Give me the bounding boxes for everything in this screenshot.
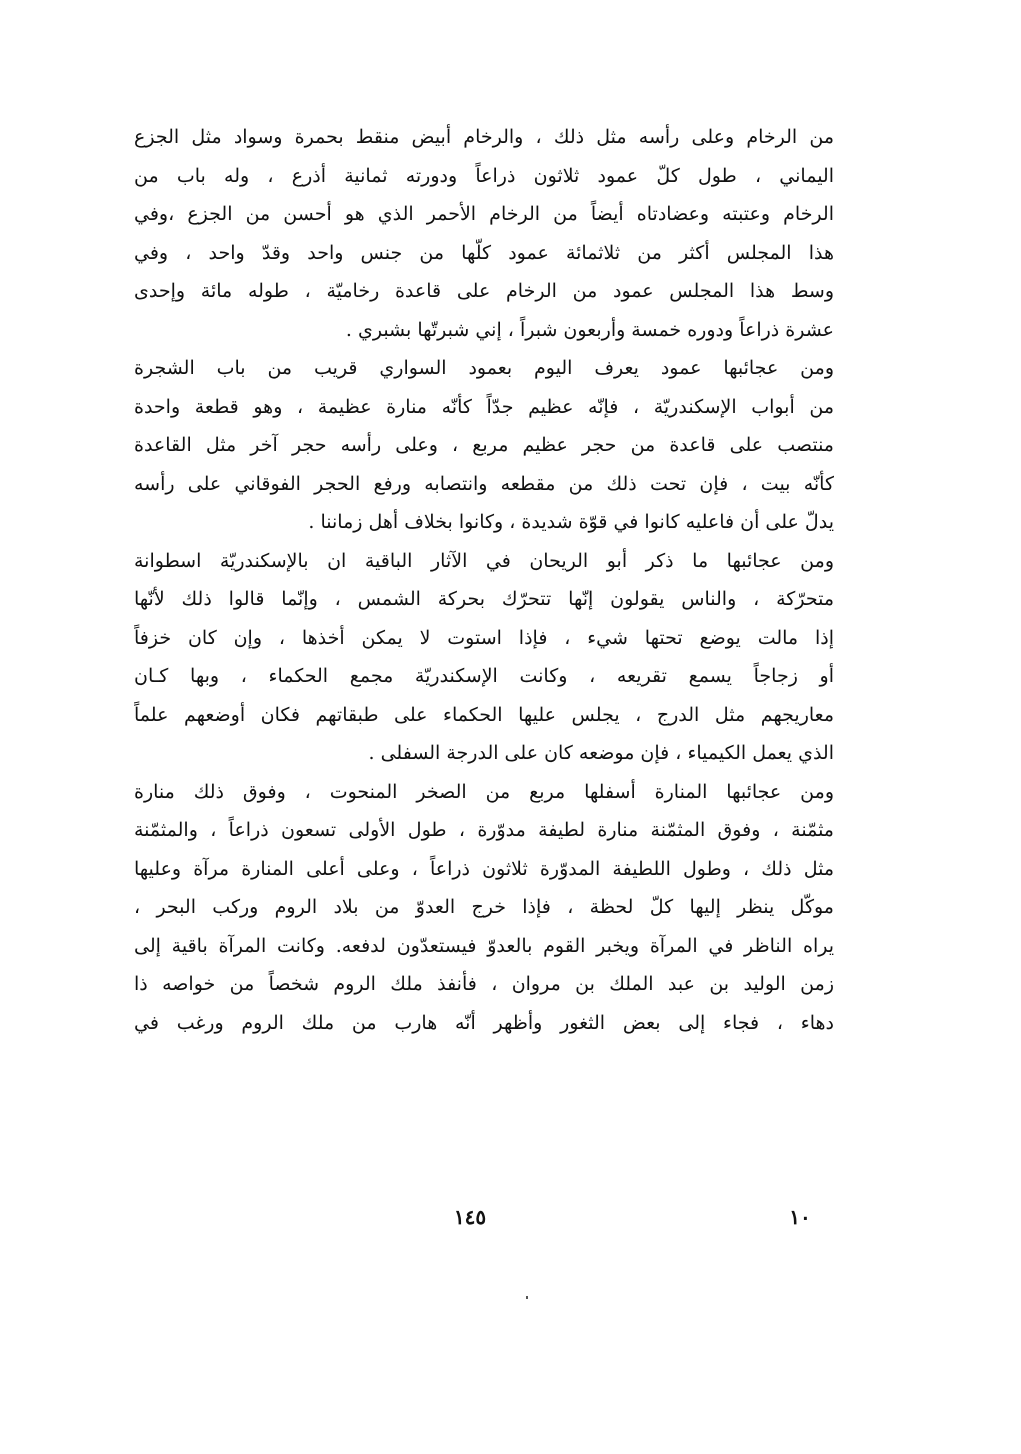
text-line: كأنّه بيت ، فإن تحت ذلك من مقطعه وانتصابه ورفع الحجر الفوقاني على رأسه <box>134 472 834 495</box>
text-line: منتصب على قاعدة من حجر عظيم مربع ، وعلى رأسه حجر آخر مثل القاعدة <box>134 434 834 456</box>
text-line: أو زجاجاً يسمع تقريعه ، وكانت الإسكندريّة مجمع الحكماء ، وبها كـان <box>134 665 834 687</box>
text-line: إذا مالت يوضع تحتها شيء ، فإذا استوت لا يمكن أخذها ، وإن كان خزفاً <box>134 626 834 649</box>
paragraph <box>134 349 834 542</box>
text-line: الذي يعمل الكيمياء ، فإن موضعه كان على الدرجة السفلى . <box>368 742 834 764</box>
text-line: ومن عجائبها عمود يعرف اليوم بعمود السواري قريب من باب الشجرة <box>134 357 834 379</box>
text-line: موكّل ينظر إليها كلّ لحظة ، فإذا خرج العدوّ من بلاد الروم وركب البحر ، <box>134 896 834 918</box>
text-line: مثل ذلك ، وطول اللطيفة المدوّرة ثلاثون ذراعاً ، وعلى أعلى المنارة مرآة وعليها <box>134 857 834 880</box>
body-text <box>134 118 834 1042</box>
text-line: هذا المجلس أكثر من ثلاثمائة عمود كلّها من جنس واحد وقدّ واحد ، وفي <box>134 241 834 264</box>
text-line: يدلّ على أن فاعليه كانوا في قوّة شديدة ، وكانوا بخلاف أهل زماننا . <box>308 511 834 533</box>
paragraph <box>134 542 834 773</box>
text-line: الرخام وعتبته وعضادتاه أيضاً من الرخام الأحمر الذي هو أحسن من الجزع ،وفي <box>134 203 834 225</box>
text-line: عشرة ذراعاً ودوره خمسة وأربعون شبراً ، إني شبرتّها بشبري . <box>345 318 834 341</box>
text-line: ومن عجائبها المنارة أسفلها مربع من الصخر المنحوت ، وفوق ذلك منارة <box>134 780 834 803</box>
text-line: مثمّنة ، وفوق المثمّنة منارة لطيفة مدوّرة ، طول الأولى تسعون ذراعاً ، والمثمّنة <box>134 819 834 841</box>
text-line: من أبواب الإسكندريّة ، فإنّه عظيم جدّاً كأنّه منارة عظيمة ، وهو قطعة واحدة <box>134 395 834 418</box>
text-line: ومن عجائبها ما ذكر أبو الريحان في الآثار الباقية ان بالإسكندريّة اسطوانة <box>134 549 834 572</box>
text-line: متحرّكة ، والناس يقولون إنّها تتحرّك بحركة الشمس ، وإنّما قالوا ذلك لأنّها <box>134 588 834 610</box>
text-line: زمن الوليد بن عبد الملك بن مروان ، فأنفذ ملك الروم شخصاً من خواصه ذا <box>134 973 834 995</box>
text-line: معاريجهم مثل الدرج ، يجلس عليها الحكماء على طبقاتهم فكان أوضعهم علماً <box>134 703 834 726</box>
text-line: دهاء ، فجاء إلى بعض الثغور وأظهر أنّه هارب من ملك الروم ورغب في <box>134 1011 834 1034</box>
text-line: اليماني ، طول كلّ عمود ثلاثون ذراعاً ودورته ثمانية أذرع ، وله باب من <box>134 164 834 187</box>
text-line: يراه الناظر في المرآة ويخبر القوم بالعدوّ فيستعدّون لدفعه. وكانت المرآة باقية إلى <box>134 934 834 957</box>
text-line: من الرخام وعلى رأسه مثل ذلك ، والرخام أبيض منقط بحمرة وسواد مثل الجزع <box>134 126 834 148</box>
paragraph <box>134 773 834 1043</box>
paragraph <box>134 118 834 349</box>
scan-speck <box>526 1296 528 1299</box>
signature-mark: ١٠ <box>789 1205 811 1229</box>
text-line: وسط هذا المجلس عمود من الرخام على قاعدة رخاميّة ، طوله مائة وإحدى <box>134 280 834 302</box>
page-number: ١٤٥ <box>453 1205 487 1229</box>
